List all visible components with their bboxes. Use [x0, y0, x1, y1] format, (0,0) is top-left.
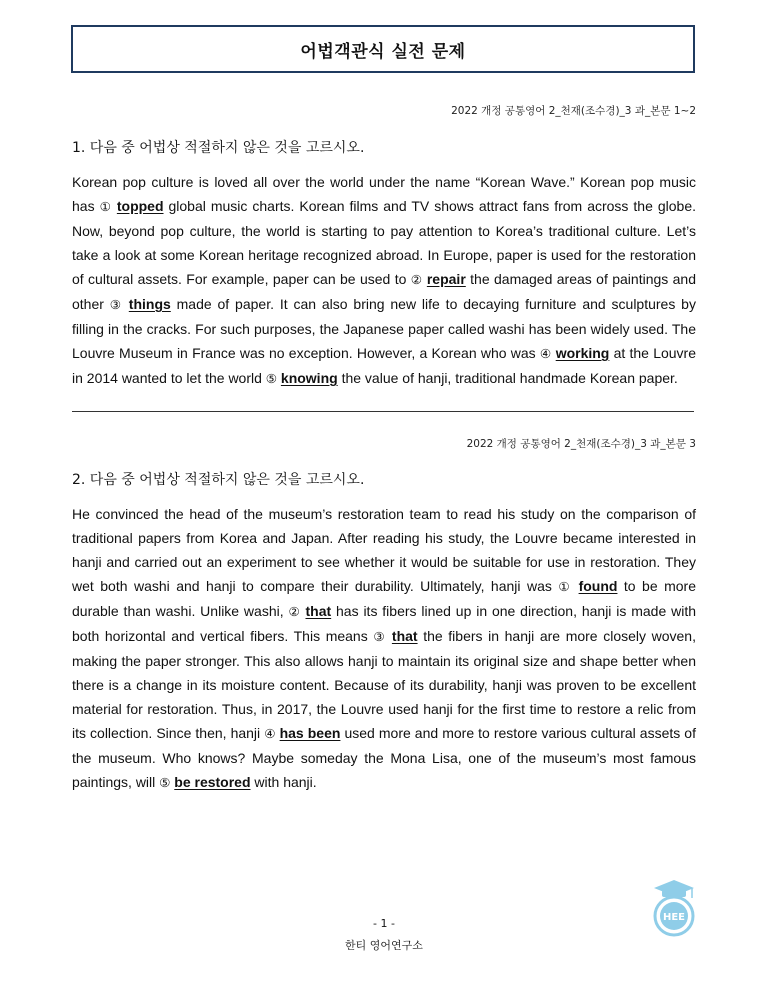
section1-passage	[72, 170, 696, 391]
section1-question: 1. 다음 중 어법상 적절하지 않은 것을 고르시오.	[72, 140, 365, 156]
passage-text-segment: He convinced the head of the museum’s restoration team to read his study on the comparison of traditional papers from Korea and Japan. After reading his study, the Louvre became interested in hanji and carried out an experiment to see whether it would be suitable for use in restoration. They wet both washi and hanji to compare their durability. Ultimately, hanji was	[72, 506, 696, 594]
choice-number: ④	[539, 346, 552, 361]
passage-text-segment: the value of hanji, traditional handmade Korean paper.	[337, 370, 678, 386]
logo-text: HEE	[662, 912, 686, 923]
section2-passage	[72, 502, 696, 795]
choice-number: ⑤	[159, 775, 171, 790]
underlined-choice: found	[578, 578, 618, 594]
passage-text-segment: global music charts. Korean films and TV shows attract fans from across the globe. Now, beyond pop culture, the world is starting to pay attention to Korea’s traditional culture. Let’s take a look at some Korean heritage recognized abroad. In Europe, paper is used for the restoration of cultural assets. For example, paper can be used to	[72, 198, 696, 287]
section1-source: 2022 개정 공통영어 2_천재(조수경)_3 과_본문 1~2	[451, 105, 696, 117]
page-number: - 1 -	[373, 917, 395, 930]
page-title-box	[71, 25, 695, 73]
underlined-choice: repair	[426, 271, 466, 287]
underlined-choice: that	[305, 603, 332, 619]
choice-number: ⑤	[265, 371, 278, 386]
underlined-choice: working	[555, 345, 610, 361]
choice-number: ①	[99, 199, 112, 214]
passage-text-segment: the fibers in hanji are more closely woven, making the paper stronger. This also allows hanji to maintain its original size and shape better when there is a change in its moisture content. Because of its durability, hanji was proven to be excellent material for restoration. Thus, in 2017, the Louvre used hanji for the first time to restore a relic from its collection. Since then, hanji	[72, 628, 696, 741]
underlined-choice: be restored	[174, 774, 251, 790]
choice-number: ①	[558, 579, 573, 594]
underlined-choice: topped	[116, 198, 164, 214]
passage-text-segment: the damaged areas of paintings and other	[72, 271, 696, 312]
underlined-choice: that	[391, 628, 418, 644]
passage-text-segment: made of paper. It can also bring new life to decaying furniture and sculptures by filling in the cracks. For such purposes, the Japanese paper called washi has been widely used. The Louvre Museum in France was no exception. However, a Korean who was	[72, 296, 696, 361]
choice-number: ③	[109, 297, 123, 312]
choice-number: ②	[410, 272, 423, 287]
page-title: 어법객관식 실전 문제	[300, 41, 466, 62]
section2-question: 2. 다음 중 어법상 적절하지 않은 것을 고르시오.	[72, 472, 365, 488]
passage-text-segment: to be more durable than washi. Unlike washi,	[72, 578, 696, 619]
section-divider	[72, 411, 694, 412]
choice-number: ④	[264, 726, 276, 741]
passage-text-segment: has its fibers lined up in one direction, hanji is made with both horizontal and vertical fibers. This means	[72, 603, 696, 644]
choice-number: ③	[373, 629, 387, 644]
section2-source: 2022 개정 공통영어 2_천재(조수경)_3 과_본문 3	[466, 438, 696, 450]
passage-text-segment: Korean pop culture is loved all over the world under the name “Korean Wave.” Korean pop music has	[72, 174, 696, 214]
footer-org: 한티 영어연구소	[345, 939, 423, 952]
underlined-choice: has been	[279, 725, 341, 741]
passage-text-segment: at the Louvre in 2014 wanted to let the world	[72, 345, 696, 386]
passage-text-segment: used more and more to restore various cultural assets of the museum. Who knows? Maybe someday the Mona Lisa, one of the museum’s most famous paintings, will	[72, 725, 696, 790]
section2-passage-text	[72, 502, 696, 795]
section1-passage-text	[72, 170, 696, 391]
passage-text-segment: with hanji.	[250, 774, 317, 790]
graduation-cap-icon	[654, 880, 694, 898]
choice-number: ②	[288, 604, 301, 619]
underlined-choice: knowing	[280, 370, 338, 386]
underlined-choice: things	[128, 296, 171, 312]
